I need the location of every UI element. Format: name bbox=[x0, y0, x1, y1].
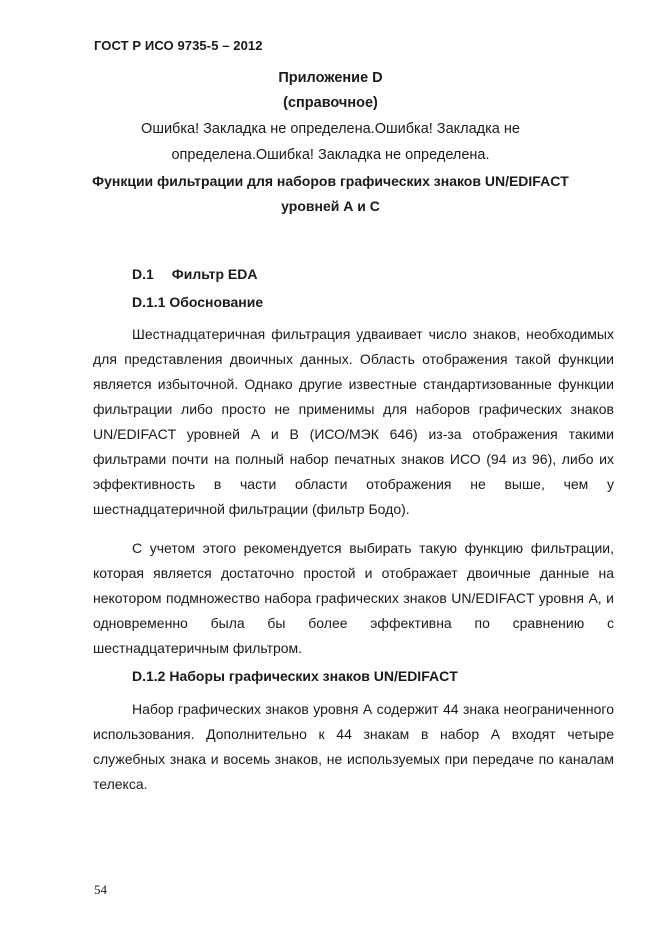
page-number: 54 bbox=[94, 882, 107, 897]
annex-heading-line-2: уровней А и С bbox=[281, 198, 380, 214]
bookmark-error-line-2: определена.Ошибка! Закладка не определена. bbox=[171, 147, 490, 163]
section-d1-number: D.1 bbox=[132, 266, 154, 282]
paragraph-hex-filtering: Шестнадцатеричная фильтрация удваивает число знаков, необходимых для представления двоичных данных. Область отображения такой функции является избыточной. Однако другие известные стандартизованные функции фильтрации либо просто не применимы для наборов графических знаков UN/EDIFACT уровней А и В (ИСО/МЭК 646) из-за отображения такими фильтрами почти на полный набор печатных знаков ИСО (94 из 96), либо их эффективность в части области отображения не выше, чем у шестнадцатеричной фильтрации (фильтр Бодо). bbox=[93, 326, 614, 517]
paragraph-level-a-set: Набор графических знаков уровня А содержит 44 знака неограниченного использования. Дополнительно к 44 знакам в набор А входят четыре служебных знака и восемь знаков, не используемых при передаче по каналам телекса. bbox=[93, 701, 614, 792]
section-d11-heading: D.1.1 Обоснование bbox=[132, 294, 264, 310]
bookmark-error-line-1: Ошибка! Закладка не определена.Ошибка! Закладка не bbox=[141, 121, 520, 137]
document-standard-header: ГОСТ Р ИСО 9735-5 – 2012 bbox=[94, 38, 263, 53]
annex-type: (справочное) bbox=[283, 95, 378, 111]
section-d1-title: Фильтр EDA bbox=[171, 266, 258, 282]
paragraph-filter-recommendation: С учетом этого рекомендуется выбирать такую функцию фильтрации, которая является достаточно простой и отображает двоичные данные на некотором подмножество набора графических знаков UN/EDIFACT уровня А, и одновременно была бы более эффективна по сравнению с шестнадцатеричным фильтром. bbox=[93, 540, 614, 656]
section-d1-heading bbox=[132, 266, 257, 282]
annex-heading-line-1: Функции фильтрации для наборов графических знаков UN/EDIFACT bbox=[92, 173, 569, 189]
annex-title: Приложение D bbox=[278, 70, 383, 86]
section-d12-heading: D.1.2 Наборы графических знаков UN/EDIFACT bbox=[132, 668, 458, 684]
